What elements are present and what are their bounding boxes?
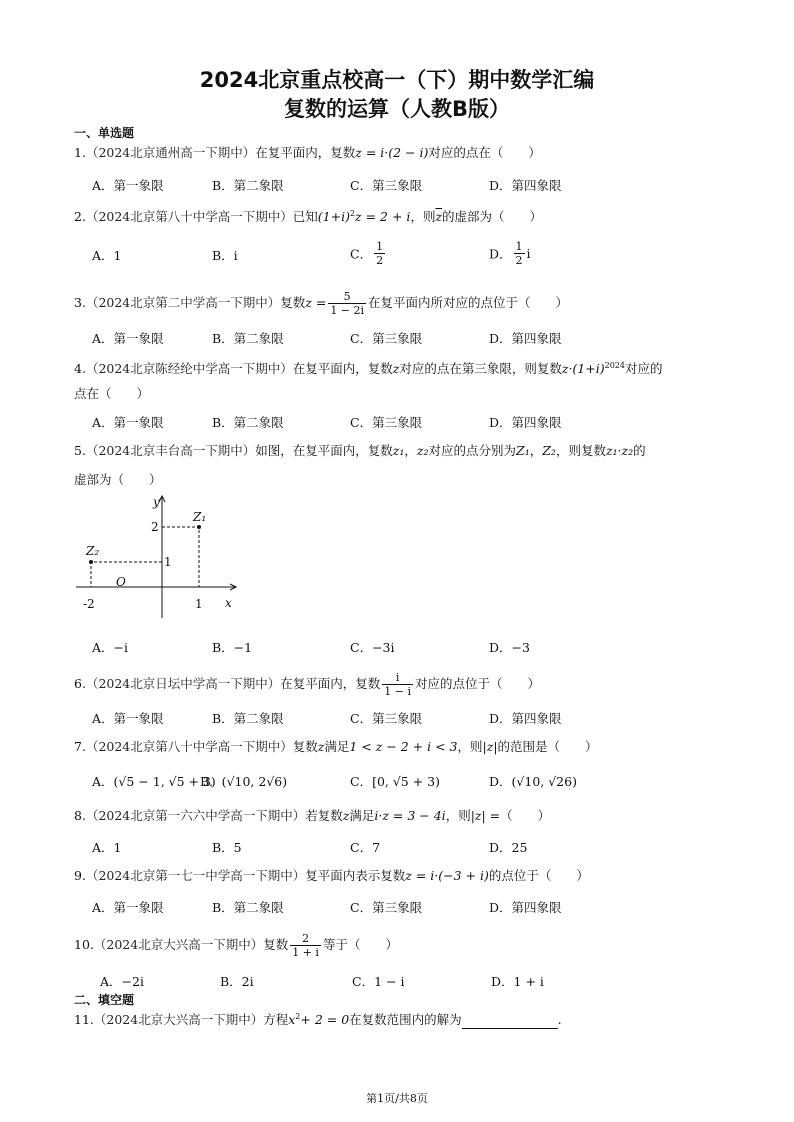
option-b[interactable]: B．第二象限 xyxy=(212,415,284,430)
option-b[interactable]: B．第二象限 xyxy=(212,711,284,726)
option-b[interactable]: B．第二象限 xyxy=(212,900,284,915)
option-a[interactable]: A．1 xyxy=(92,840,122,855)
section-heading-single-choice: 一、单选题 xyxy=(74,126,135,140)
question-6: 6.（2024北京日坛中学高一下期中）在复平面内，复数 $\frac{i}{1 - i}$ 对应的点位于（ ） xyxy=(74,671,541,698)
question-8: 8.（2024北京第一六六中学高一下期中）若复数z满足i·z = 3 − 4i，则|z| =（ ） xyxy=(74,808,551,823)
complex-plane-figure xyxy=(74,490,244,620)
z2-guide-lines xyxy=(91,562,162,587)
page-title: 2024北京重点校高一（下）期中数学汇编 xyxy=(199,68,595,92)
tick-y-1: 1 xyxy=(164,555,172,569)
option-d[interactable]: D．25 xyxy=(489,840,528,855)
option-a[interactable]: A．第一象限 xyxy=(92,415,164,430)
question-4-line2: 点在（ ） xyxy=(74,386,150,401)
tick-x-1: 1 xyxy=(195,597,203,611)
point-z2 xyxy=(89,560,93,564)
option-b[interactable]: B．5 xyxy=(212,840,242,855)
option-c[interactable]: C．−3i xyxy=(350,640,395,655)
option-c[interactable]: C．第三象限 xyxy=(350,415,423,430)
question-7: 7.（2024北京第八十中学高一下期中）复数z满足1 < z − 2 + i < 3，则|z|的范围是（ ） xyxy=(74,739,598,754)
question-1-options xyxy=(92,176,732,198)
option-d[interactable]: D．第四象限 xyxy=(489,711,562,726)
option-b[interactable]: B．(√10, 2√6) xyxy=(200,774,288,789)
option-c[interactable]: C．第三象限 xyxy=(350,178,423,193)
option-d[interactable]: D．第四象限 xyxy=(489,415,562,430)
x-axis-label: x xyxy=(225,596,232,610)
question-5: 5.（2024北京丰台高一下期中）如图，在复平面内，复数z₁，z₂对应的点分别为Z₁，Z₂，则复数z₁·z₂的 xyxy=(74,443,646,458)
point-z1 xyxy=(197,525,201,529)
question-10-options xyxy=(100,972,740,994)
question-9: 9.（2024北京第一七一中学高一下期中）复平面内表示复数z = i·(−3 + i)的点位于（ ） xyxy=(74,868,589,883)
option-c[interactable]: C．7 xyxy=(350,840,381,855)
option-b[interactable]: B．2i xyxy=(220,974,254,989)
question-11: 11.（2024北京大兴高一下期中）方程$x^2+ 2 = 0$在复数范围内的解为 . xyxy=(74,1012,562,1028)
tick-y-2: 2 xyxy=(151,520,159,534)
question-5-line2: 虚部为（ ） xyxy=(74,472,162,487)
option-d[interactable]: D．1 + i xyxy=(491,974,544,989)
question-4: 4.（2024北京陈经纶中学高一下期中）在复平面内，复数z对应的点在第三象限，则复数$z\cdot(1+i)^{2024}$对应的 xyxy=(74,361,663,377)
option-a[interactable]: A．−2i xyxy=(100,974,144,989)
question-3: 3.（2024北京第二中学高一下期中）复数z = $\frac{5}{1 - 2i}$ 在复平面内所对应的点位于（ ） xyxy=(74,290,569,317)
option-b[interactable]: B．i xyxy=(212,248,238,263)
option-d[interactable]: D．第四象限 xyxy=(489,331,562,346)
option-c[interactable]: C．[0, √5 + 3) xyxy=(350,774,441,789)
question-1: 1.（2024北京通州高一下期中）在复平面内，复数z = i·(2 − i)对应的点在（ ） xyxy=(74,145,541,160)
label-z2: Z₂ xyxy=(86,544,100,558)
option-c[interactable]: C．第三象限 xyxy=(350,711,423,726)
option-a[interactable]: A．−i xyxy=(92,640,128,655)
option-d[interactable]: D． $\frac{1}{2}$ i xyxy=(489,240,531,267)
option-a[interactable]: A．第一象限 xyxy=(92,331,164,346)
label-z1: Z₁ xyxy=(193,510,207,524)
section-heading-fill-in: 二、填空题 xyxy=(74,993,135,1007)
tick-x-neg2: -2 xyxy=(83,597,95,611)
option-d[interactable]: D．(√10, √26) xyxy=(489,774,577,789)
option-b[interactable]: B．第二象限 xyxy=(212,331,284,346)
question-8-options xyxy=(92,838,732,860)
option-c[interactable]: C．第三象限 xyxy=(350,331,423,346)
page-subtitle: 复数的运算（人教B版） xyxy=(283,97,510,121)
option-a[interactable]: A．第一象限 xyxy=(92,900,164,915)
option-c[interactable]: C．第三象限 xyxy=(350,900,423,915)
question-2-options xyxy=(92,240,732,270)
question-9-options xyxy=(92,898,732,920)
option-d[interactable]: D．−3 xyxy=(489,640,530,655)
question-4-options xyxy=(92,413,732,435)
question-3-options xyxy=(92,329,732,351)
question-2: 2.（2024北京第八十中学高一下期中）已知$(1+i)^2z = 2 + i$，则$\overline{z}$的虚部为（ ） xyxy=(74,209,543,225)
question-6-options xyxy=(92,709,732,731)
option-c[interactable]: C．1 − i xyxy=(352,974,405,989)
option-d[interactable]: D．第四象限 xyxy=(489,178,562,193)
y-axis-label: y xyxy=(153,495,160,509)
question-10: 10.（2024北京大兴高一下期中）复数 $\frac{2}{1 + i}$ 等于（ ） xyxy=(74,932,398,959)
origin-label: O xyxy=(116,575,126,589)
option-a[interactable]: A．第一象限 xyxy=(92,711,164,726)
option-d[interactable]: D．第四象限 xyxy=(489,900,562,915)
option-a[interactable]: A．(√5 − 1, √5 + 3) xyxy=(92,774,216,789)
answer-blank[interactable] xyxy=(462,1016,558,1029)
option-a[interactable]: A．1 xyxy=(92,248,122,263)
question-7-options xyxy=(92,772,732,794)
option-b[interactable]: B．−1 xyxy=(212,640,253,655)
option-c[interactable]: C． $\frac{1}{2}$ xyxy=(350,240,384,267)
page-footer: 第1页/共8页 xyxy=(366,1092,428,1105)
option-a[interactable]: A．第一象限 xyxy=(92,178,164,193)
question-5-options xyxy=(92,638,732,660)
option-b[interactable]: B．第二象限 xyxy=(212,178,284,193)
